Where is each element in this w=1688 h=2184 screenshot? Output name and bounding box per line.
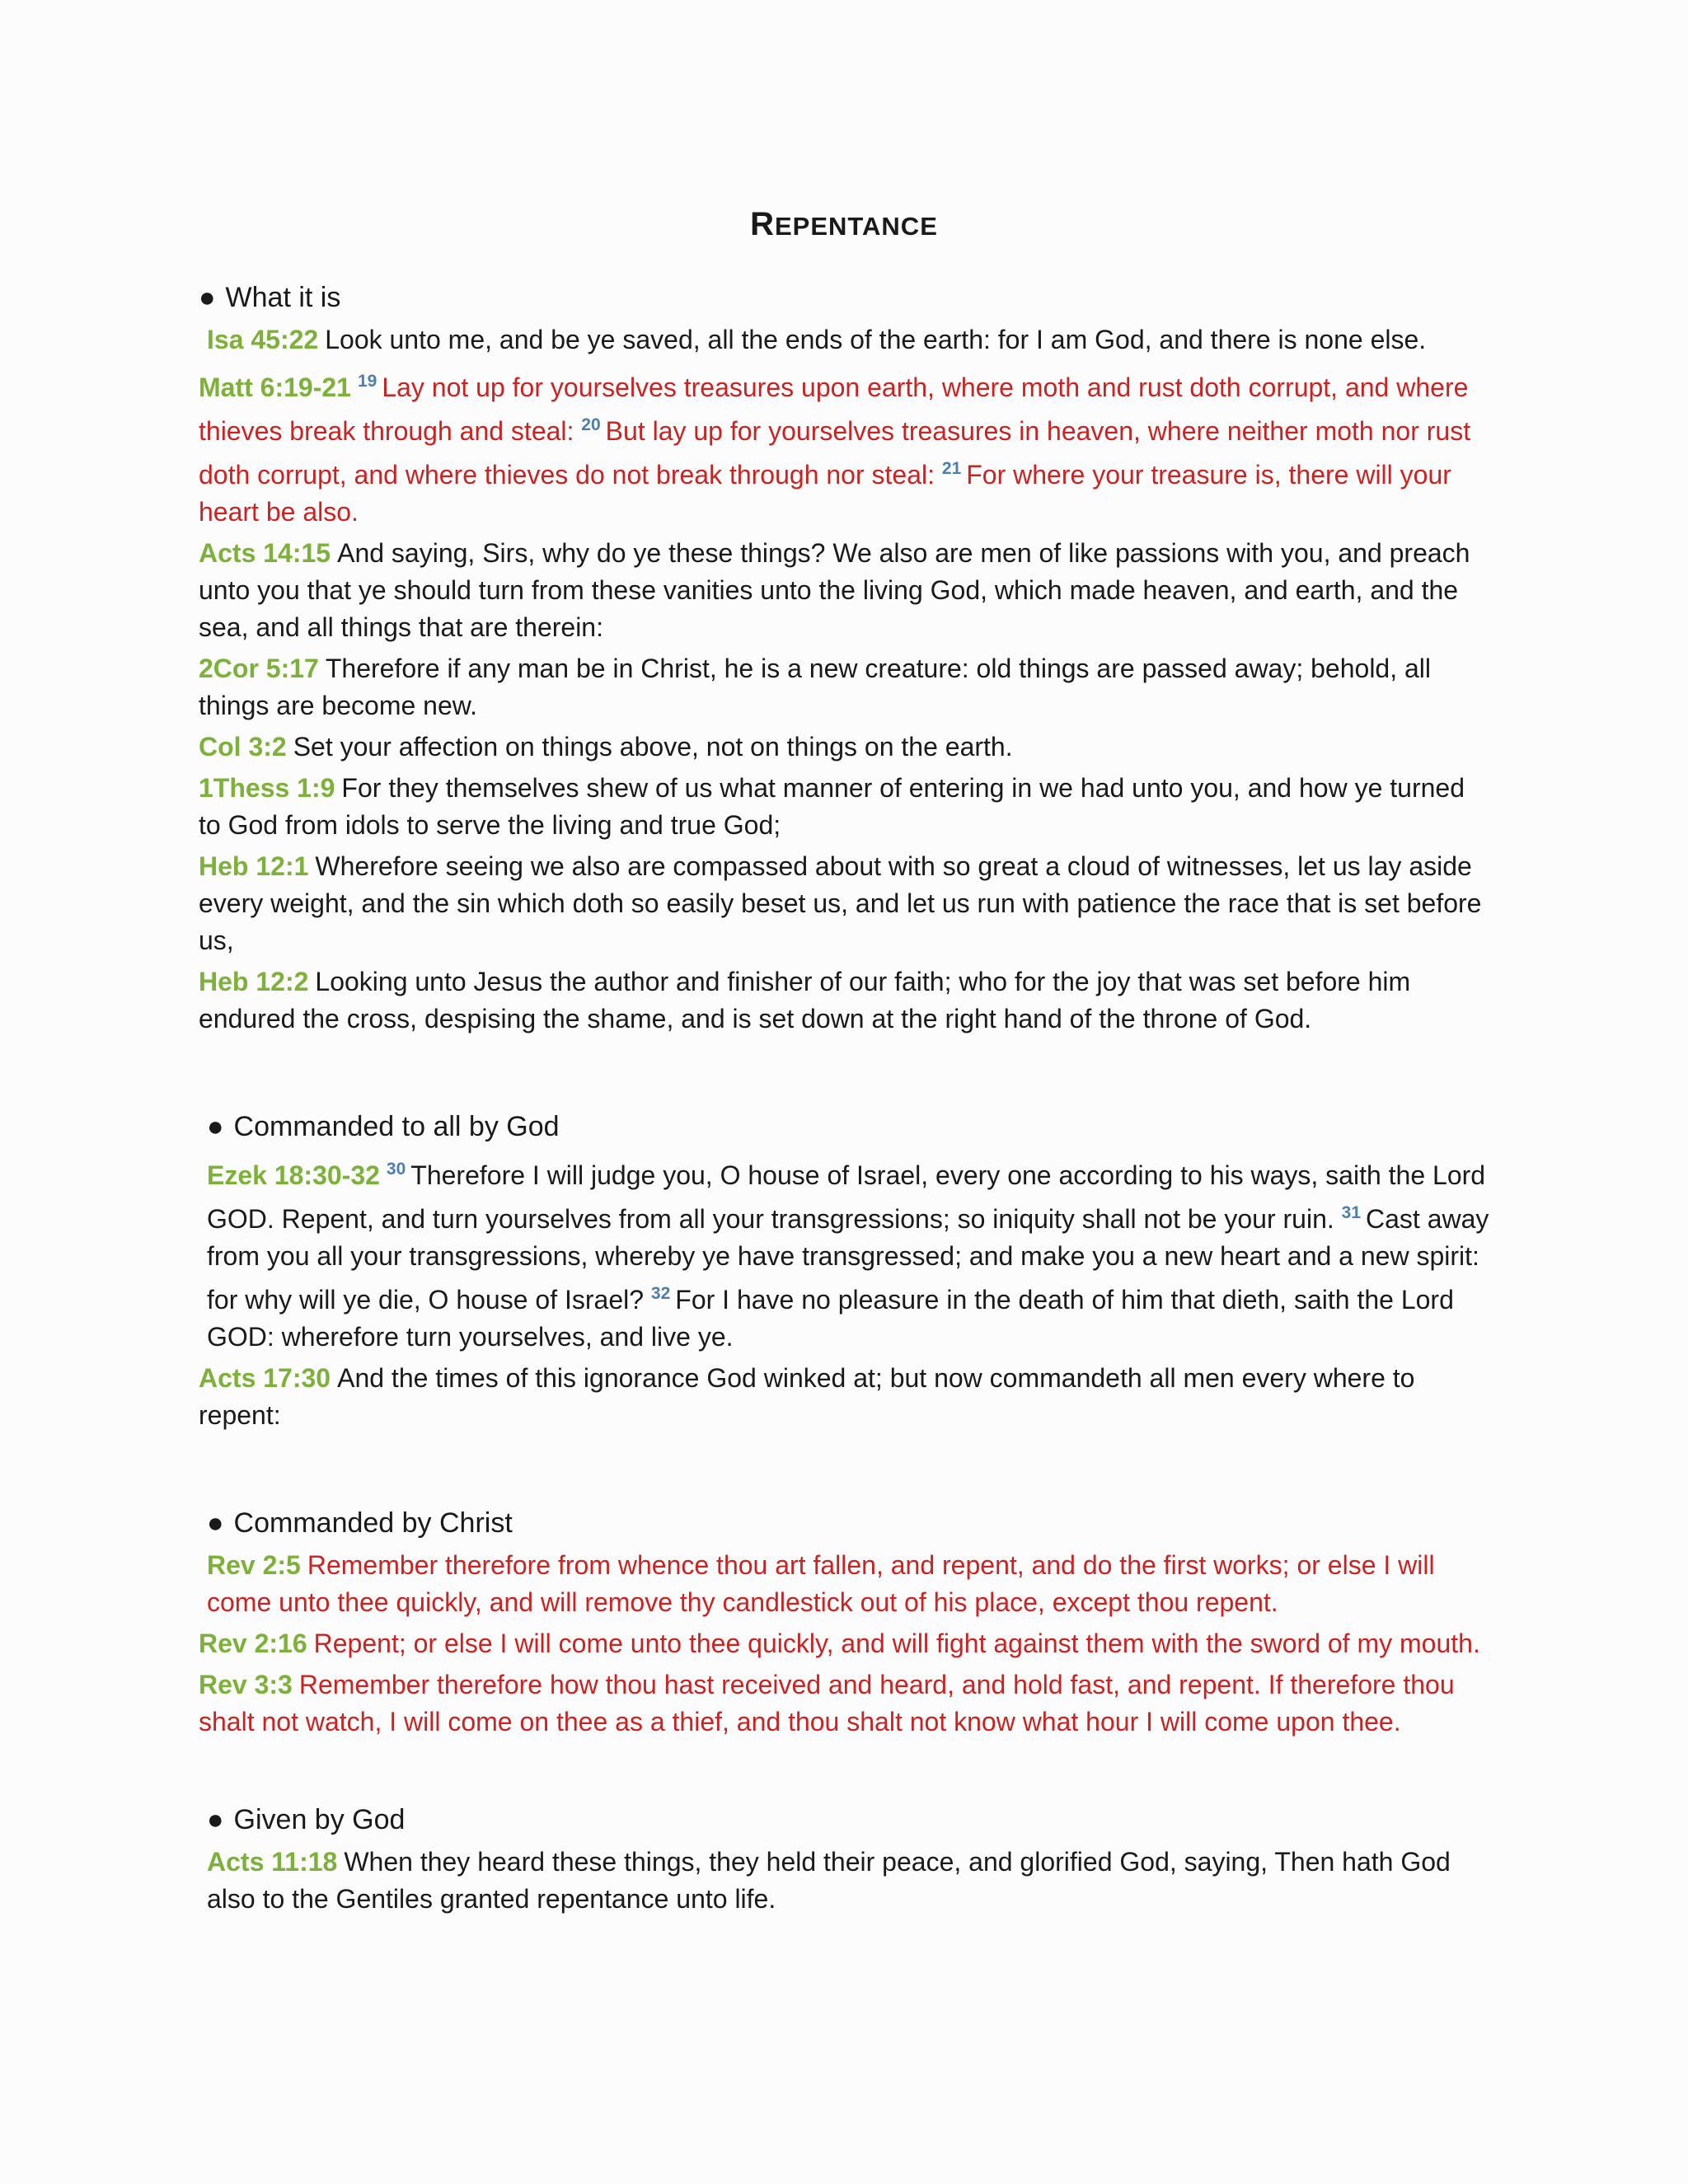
verse-entry xyxy=(199,363,1493,531)
bullet-dot-icon: ● xyxy=(207,1111,224,1142)
section-heading-text: Commanded by Christ xyxy=(233,1507,513,1539)
page-title xyxy=(0,206,1688,243)
verse-reference: Acts 14:15 xyxy=(199,538,331,568)
verse-reference: Acts 11:18 xyxy=(207,1847,338,1877)
verse-entry xyxy=(199,1360,1493,1434)
section-heading-text: Commanded to all by God xyxy=(233,1111,560,1142)
verse-text: When they heard these things, they held their peace, and glorified God, saying, Then hath God also to the Gentiles granted repentance unto life. xyxy=(207,1847,1451,1914)
verse-reference: Heb 12:2 xyxy=(199,967,309,996)
section-heading-text: Given by God xyxy=(233,1804,406,1835)
verse-entry xyxy=(199,1844,1493,1918)
section-heading-text: What it is xyxy=(225,282,341,313)
verse-number: 21 xyxy=(941,459,962,478)
verse-reference: Isa 45:22 xyxy=(207,325,319,354)
verse-text: Set your affection on things above, not on things on the earth. xyxy=(293,732,1013,762)
verse-reference: Matt 6:19-21 xyxy=(199,373,351,402)
verse-entry xyxy=(199,535,1493,646)
verse-text: Therefore I will judge you, O house of Israel, every one according to his ways, saith the Lord GOD. Repent, and turn yourselves from all your transgressions; so iniquity shall not be your ruin. xyxy=(207,1160,1486,1234)
title-rest: EPENTANCE xyxy=(774,212,938,241)
section-heading xyxy=(199,1504,1493,1542)
verse-entry xyxy=(199,1547,1493,1621)
verse-entry xyxy=(199,729,1493,766)
verse-reference: Col 3:2 xyxy=(199,732,287,762)
verse-text: Looking unto Jesus the author and finisher of our faith; who for the joy that was set before him endured the cross, despising the shame, and is set down at the right hand of the throne of God. xyxy=(199,967,1411,1033)
section-heading xyxy=(199,279,1493,316)
verse-reference: Acts 17:30 xyxy=(199,1363,331,1393)
verse-entry xyxy=(199,1625,1493,1662)
verse-reference: Rev 3:3 xyxy=(199,1670,293,1699)
bullet-dot-icon: ● xyxy=(207,1804,224,1835)
section-heading xyxy=(199,1108,1493,1146)
bullet-dot-icon: ● xyxy=(199,282,216,313)
title-initial: R xyxy=(750,206,775,242)
verse-text: For where your treasure is, there will your heart be also. xyxy=(199,460,1451,527)
verse-reference: 2Cor 5:17 xyxy=(199,654,319,683)
verse-text: For I have no pleasure in the death of him that dieth, saith the Lord GOD: wherefore turn yourselves, and live ye. xyxy=(207,1285,1454,1352)
verse-reference: 1Thess 1:9 xyxy=(199,773,335,803)
verse-text: Cast away from you all your transgressions, whereby ye have transgressed; and make you a new heart and a new spirit: for why will ye die, O house of Israel? xyxy=(207,1204,1489,1315)
verse-text: For they themselves shew of us what manner of entering in we had unto you, and how ye turned to God from idols to serve the living and true God; xyxy=(199,773,1465,840)
verse-entry xyxy=(199,321,1493,359)
verse-text: But lay up for yourselves treasures in heaven, where neither moth nor rust doth corrupt, and where thieves do not break through nor steal: xyxy=(199,416,1471,490)
section-spacer xyxy=(199,1745,1493,1801)
verse-number: 20 xyxy=(581,415,601,434)
verse-reference: Rev 2:5 xyxy=(207,1550,301,1580)
verse-text: And the times of this ignorance God winked at; but now commandeth all men every where to repent: xyxy=(199,1363,1415,1430)
verse-number: 30 xyxy=(386,1160,406,1179)
verse-reference: Rev 2:16 xyxy=(199,1629,307,1658)
verse-text: Remember therefore from whence thou art fallen, and repent, and do the first works; or else I will come unto thee quickly, and will remove thy candlestick out of his place, except thou repent. xyxy=(207,1550,1435,1617)
verse-entry xyxy=(199,848,1493,959)
verse-text: Remember therefore how thou hast received and heard, and hold fast, and repent. If therefore thou shalt not watch, I will come on thee as a thief, and thou shalt not know what hour I will come upon thee. xyxy=(199,1670,1455,1736)
section-spacer xyxy=(199,1438,1493,1504)
verse-text: Look unto me, and be ye saved, all the ends of the earth: for I am God, and there is none else. xyxy=(325,325,1427,354)
verse-text: And saying, Sirs, why do ye these things? We also are men of like passions with you, and preach unto you that ye should turn from these vanities unto the living God, which made heaven, and earth, and the sea, and all things that are therein: xyxy=(199,538,1470,642)
section-spacer xyxy=(199,1042,1493,1108)
verse-number: 32 xyxy=(650,1284,671,1303)
bullet-dot-icon: ● xyxy=(207,1507,224,1539)
verse-entry xyxy=(199,963,1493,1038)
verse-text: Wherefore seeing we also are compassed about with so great a cloud of witnesses, let us lay aside every weight, and the sin which doth so easily beset us, and let us run with patience the race that is set before us, xyxy=(199,851,1482,955)
verse-entry xyxy=(199,1666,1493,1741)
verse-entry xyxy=(199,650,1493,724)
verse-number: 31 xyxy=(1341,1203,1361,1222)
verse-reference: Ezek 18:30-32 xyxy=(207,1160,380,1190)
verse-text: Therefore if any man be in Christ, he is a new creature: old things are passed away; behold, all things are become new. xyxy=(199,654,1432,720)
verse-text: Repent; or else I will come unto thee quickly, and will fight against them with the sword of my mouth. xyxy=(313,1629,1480,1658)
verse-entry xyxy=(199,1151,1493,1356)
document-body xyxy=(199,279,1493,1922)
verse-entry xyxy=(199,770,1493,844)
section-heading xyxy=(199,1801,1493,1839)
verse-reference: Heb 12:1 xyxy=(199,851,309,881)
verse-text: Lay not up for yourselves treasures upon earth, where moth and rust doth corrupt, and where thieves break through and steal: xyxy=(199,373,1469,446)
verse-number: 19 xyxy=(357,372,377,391)
